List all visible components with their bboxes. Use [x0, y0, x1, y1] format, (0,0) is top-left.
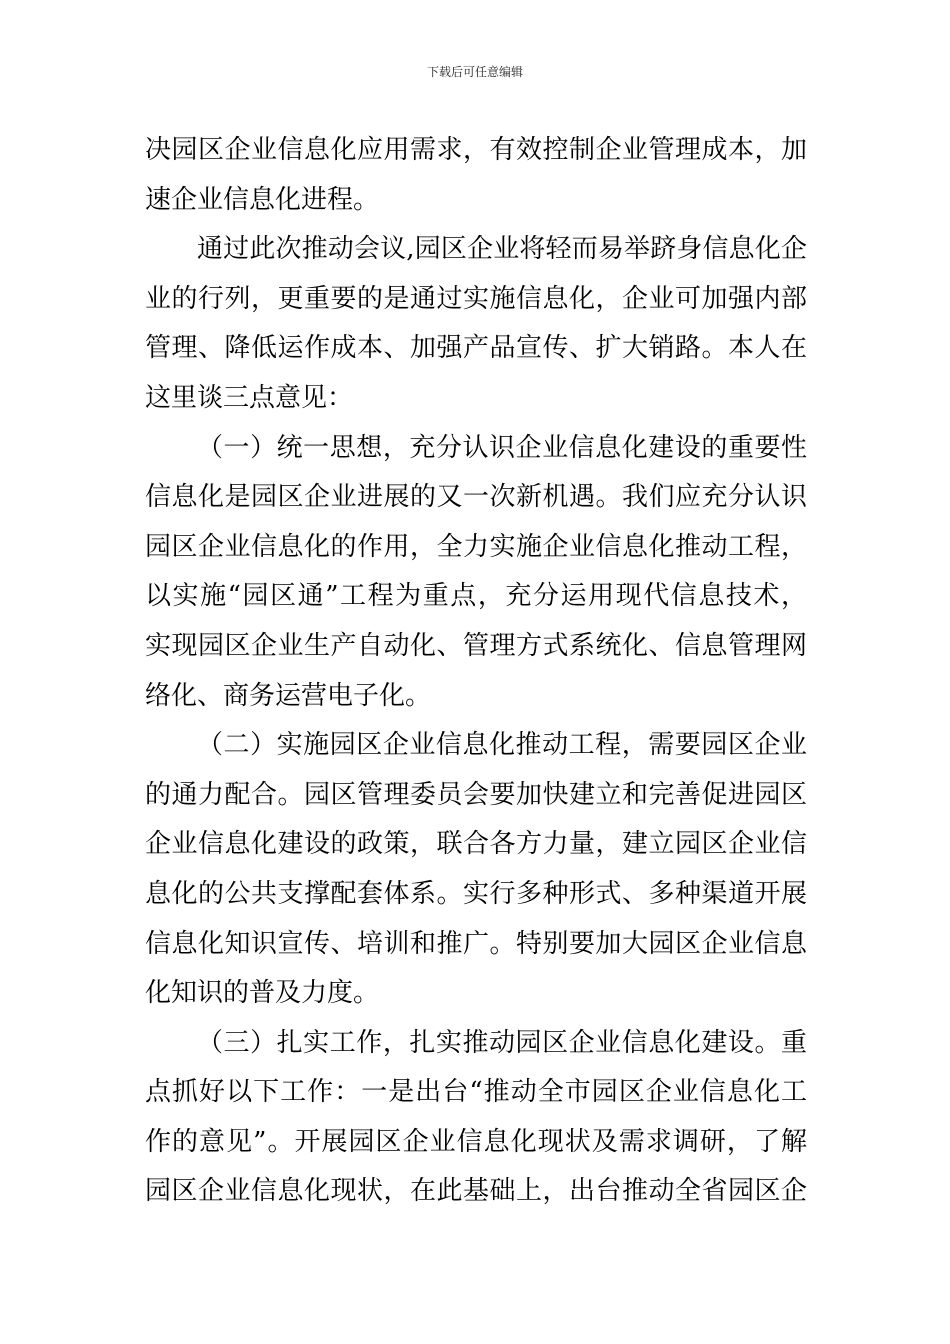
- text-line: 作的意见”。开展园区企业信息化现状及需求调研，了解: [145, 1126, 807, 1157]
- text-line: 通过此次推动会议,园区企业将轻而易举跻身信息化企: [197, 234, 807, 265]
- text-line: 息化的公共支撑配套体系。实行多种形式、多种渠道开展: [145, 878, 807, 909]
- text-line: 点抓好以下工作：一是出台“推动全市园区企业信息化工: [145, 1077, 807, 1108]
- text-line: 园区企业信息化的作用，全力实施企业信息化推动工程，: [145, 531, 807, 562]
- text-line: （二）实施园区企业信息化推动工程，需要园区企业: [197, 730, 807, 761]
- document-body: [145, 126, 807, 1217]
- text-line: 信息化知识宣传、培训和推广。特别要加大园区企业信息: [145, 928, 807, 959]
- text-line: 速企业信息化进程。: [145, 184, 380, 215]
- page-header: 下载后可任意编辑: [426, 65, 523, 79]
- text-line: 实现园区企业生产自动化、管理方式系统化、信息管理网: [145, 630, 807, 661]
- text-line: 园区企业信息化现状，在此基础上，出台推动全省园区企: [145, 1176, 807, 1207]
- text-line: 信息化是园区企业进展的又一次新机遇。我们应充分认识: [145, 482, 807, 513]
- text-line: 络化、商务运营电子化。: [145, 680, 432, 711]
- text-line: 企业信息化建设的政策，联合各方力量，建立园区企业信: [145, 829, 807, 860]
- text-line: 管理、降低运作成本、加强产品宣传、扩大销路。本人在: [145, 333, 807, 364]
- text-line: 以实施“园区通”工程为重点，充分运用现代信息技术，: [145, 581, 807, 612]
- text-line: 业的行列，更重要的是通过实施信息化，企业可加强内部: [145, 283, 807, 314]
- text-line: （三）扎实工作，扎实推动园区企业信息化建设。重: [197, 1027, 807, 1058]
- text-line: 的通力配合。园区管理委员会要加快建立和完善促进园区: [145, 779, 807, 810]
- text-line: 化知识的普及力度。: [145, 978, 380, 1009]
- text-line: 这里谈三点意见：: [145, 382, 354, 413]
- text-line: 决园区企业信息化应用需求，有效控制企业管理成本，加: [145, 135, 807, 165]
- text-line: （一）统一思想，充分认识企业信息化建设的重要性: [197, 432, 807, 463]
